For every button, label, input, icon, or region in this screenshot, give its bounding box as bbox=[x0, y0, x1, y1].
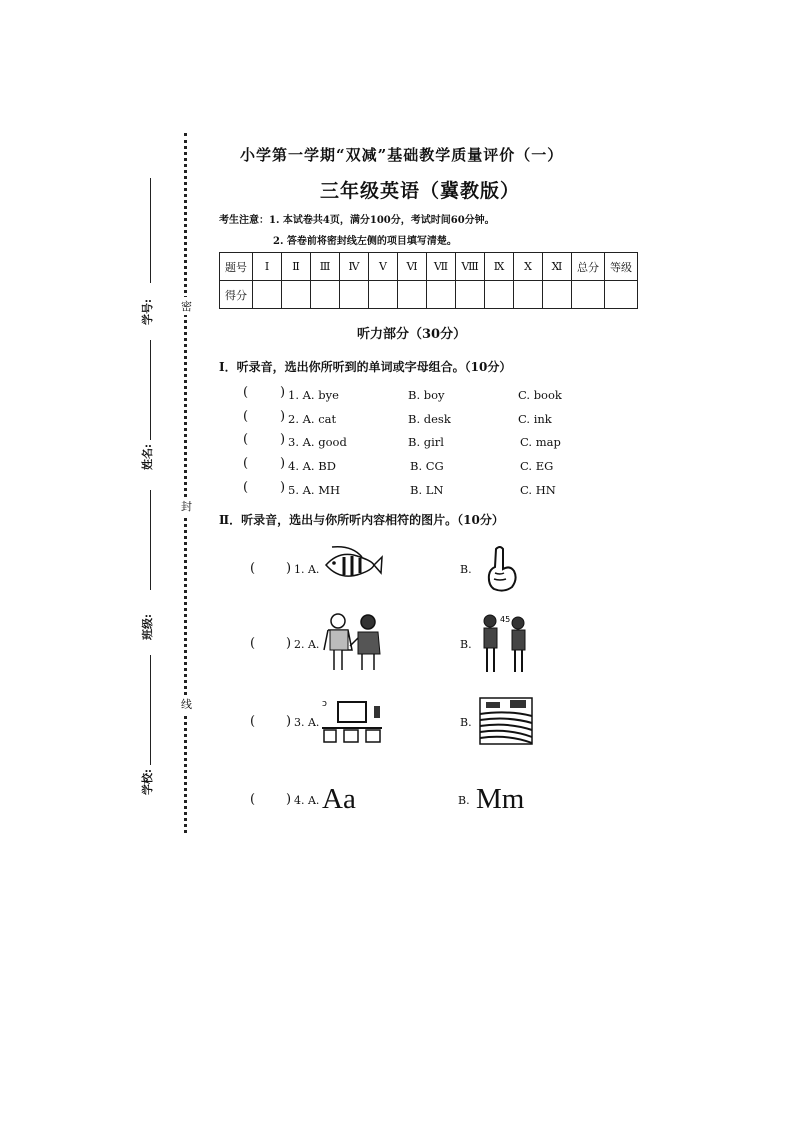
answer-paren-open: ( bbox=[250, 792, 256, 807]
score-header-cell: Ⅶ bbox=[427, 253, 456, 281]
option-a: 4. A. BD bbox=[288, 459, 336, 473]
score-header-cell: 题号 bbox=[220, 253, 253, 281]
picture-option-a-label: 3. A. bbox=[294, 716, 320, 729]
answer-paren-close: ) bbox=[286, 714, 292, 729]
exam-title: 小学第一学期“双减”基础教学质量评价（一） bbox=[240, 146, 564, 164]
answer-paren-open: ( bbox=[243, 409, 249, 424]
answer-paren-open: ( bbox=[250, 561, 256, 576]
name-fill-line bbox=[150, 340, 151, 440]
notice-label: 考生注意： bbox=[219, 215, 269, 226]
student-id-label: 学号: bbox=[141, 298, 154, 325]
letter-mm: Mm bbox=[476, 783, 525, 815]
score-header-cell: Ⅵ bbox=[398, 253, 427, 281]
svg-text:45: 45 bbox=[500, 615, 511, 624]
answer-paren-open: ( bbox=[250, 636, 256, 651]
letter-aa: Aa bbox=[322, 783, 356, 815]
score-table-score-row bbox=[220, 281, 638, 309]
score-cell[interactable] bbox=[253, 281, 282, 309]
score-cell[interactable] bbox=[311, 281, 340, 309]
notice-text-2: 2. 答卷前将密封线左侧的项目填写清楚。 bbox=[273, 236, 457, 247]
seal-dotted-line bbox=[184, 133, 187, 833]
answer-paren-close: ) bbox=[286, 792, 292, 807]
option-a: 5. A. MH bbox=[288, 483, 341, 497]
notice-line-1 bbox=[219, 211, 495, 226]
answer-paren-close: ) bbox=[286, 561, 292, 576]
option-b: B. LN bbox=[410, 483, 444, 497]
score-header-cell: Ⅲ bbox=[311, 253, 340, 281]
score-header-cell: Ⅳ bbox=[340, 253, 369, 281]
score-cell[interactable] bbox=[485, 281, 514, 309]
option-a: 2. A. cat bbox=[288, 412, 337, 426]
picture-option-a-label: 1. A. bbox=[294, 563, 320, 576]
seal-char-xian: 线 bbox=[181, 695, 192, 713]
answer-paren-open: ( bbox=[243, 480, 249, 495]
score-header-cell: Ⅴ bbox=[369, 253, 398, 281]
answer-paren-open: ( bbox=[243, 456, 249, 471]
score-cell[interactable] bbox=[282, 281, 311, 309]
answer-paren-close: ) bbox=[280, 432, 286, 447]
score-cell[interactable] bbox=[514, 281, 543, 309]
option-c: C. map bbox=[520, 435, 561, 449]
two-boys-talking-picture bbox=[478, 612, 530, 674]
score-table bbox=[219, 252, 638, 309]
score-table-header-row bbox=[220, 253, 638, 281]
class-label: 班级: bbox=[141, 613, 154, 640]
picture-option-b-label: B. bbox=[460, 638, 472, 651]
picture-option-b-label: B. bbox=[460, 563, 472, 576]
picture-option-a-label: 4. A. bbox=[294, 794, 320, 807]
answer-paren-close: ) bbox=[280, 385, 286, 400]
option-a: 3. A. good bbox=[288, 435, 347, 449]
option-b: B. desk bbox=[408, 412, 451, 426]
picture-option-b-label: B. bbox=[458, 794, 470, 807]
school-fill-line bbox=[150, 655, 151, 765]
score-header-cell: Ⅺ bbox=[543, 253, 572, 281]
score-row-label: 得分 bbox=[220, 281, 253, 309]
answer-paren-open: ( bbox=[243, 385, 249, 400]
seal-char-mi: 密 bbox=[181, 297, 192, 315]
part1-title: Ⅰ．听录音，选出你所听到的单词或字母组合。（10分） bbox=[219, 360, 512, 374]
answer-paren-close: ) bbox=[280, 480, 286, 495]
answer-paren-open: ( bbox=[250, 714, 256, 729]
score-header-cell: 总分 bbox=[572, 253, 605, 281]
score-header-cell: 等级 bbox=[605, 253, 638, 281]
hand-one-finger-picture bbox=[480, 545, 524, 595]
fish-picture bbox=[322, 543, 384, 587]
score-cell[interactable] bbox=[398, 281, 427, 309]
seal-char-feng: 封 bbox=[181, 497, 192, 515]
school-label: 学校: bbox=[141, 768, 154, 795]
option-c: C. book bbox=[518, 388, 562, 402]
playground-picture bbox=[478, 696, 534, 746]
picture-option-a-label: 2. A. bbox=[294, 638, 320, 651]
score-cell[interactable] bbox=[369, 281, 398, 309]
svg-text:ɔ: ɔ bbox=[322, 699, 327, 709]
score-header-cell: Ⅱ bbox=[282, 253, 311, 281]
option-b: B. CG bbox=[410, 459, 444, 473]
score-header-cell: Ⅰ bbox=[253, 253, 282, 281]
option-c: C. ink bbox=[518, 412, 552, 426]
score-cell[interactable] bbox=[456, 281, 485, 309]
score-cell[interactable] bbox=[572, 281, 605, 309]
score-header-cell: Ⅹ bbox=[514, 253, 543, 281]
option-a: 1. A. bye bbox=[288, 388, 339, 402]
score-cell[interactable] bbox=[543, 281, 572, 309]
answer-paren-close: ) bbox=[280, 456, 286, 471]
student-id-fill-line bbox=[150, 178, 151, 283]
score-header-cell: Ⅷ bbox=[456, 253, 485, 281]
class-fill-line bbox=[150, 490, 151, 590]
option-c: C. EG bbox=[520, 459, 554, 473]
notice-text-1: 1. 本试卷共4页，满分100分，考试时间60分钟。 bbox=[269, 215, 495, 226]
picture-option-b-label: B. bbox=[460, 716, 472, 729]
name-label: 姓名: bbox=[141, 443, 154, 470]
option-b: B. boy bbox=[408, 388, 445, 402]
score-header-cell: Ⅸ bbox=[485, 253, 514, 281]
listening-section-title: 听力部分（30分） bbox=[357, 327, 467, 342]
option-c: C. HN bbox=[520, 483, 556, 497]
option-b: B. girl bbox=[408, 435, 444, 449]
score-cell[interactable] bbox=[340, 281, 369, 309]
score-cell[interactable] bbox=[605, 281, 638, 309]
exam-subtitle: 三年级英语（冀教版） bbox=[320, 180, 521, 202]
two-boys-shaking-hands-picture bbox=[322, 612, 384, 672]
classroom-picture bbox=[320, 696, 384, 746]
answer-paren-open: ( bbox=[243, 432, 249, 447]
answer-paren-close: ) bbox=[286, 636, 292, 651]
answer-paren-close: ) bbox=[280, 409, 286, 424]
part2-title: Ⅱ．听录音，选出与你所听内容相符的图片。（10分） bbox=[219, 513, 504, 527]
score-cell[interactable] bbox=[427, 281, 456, 309]
